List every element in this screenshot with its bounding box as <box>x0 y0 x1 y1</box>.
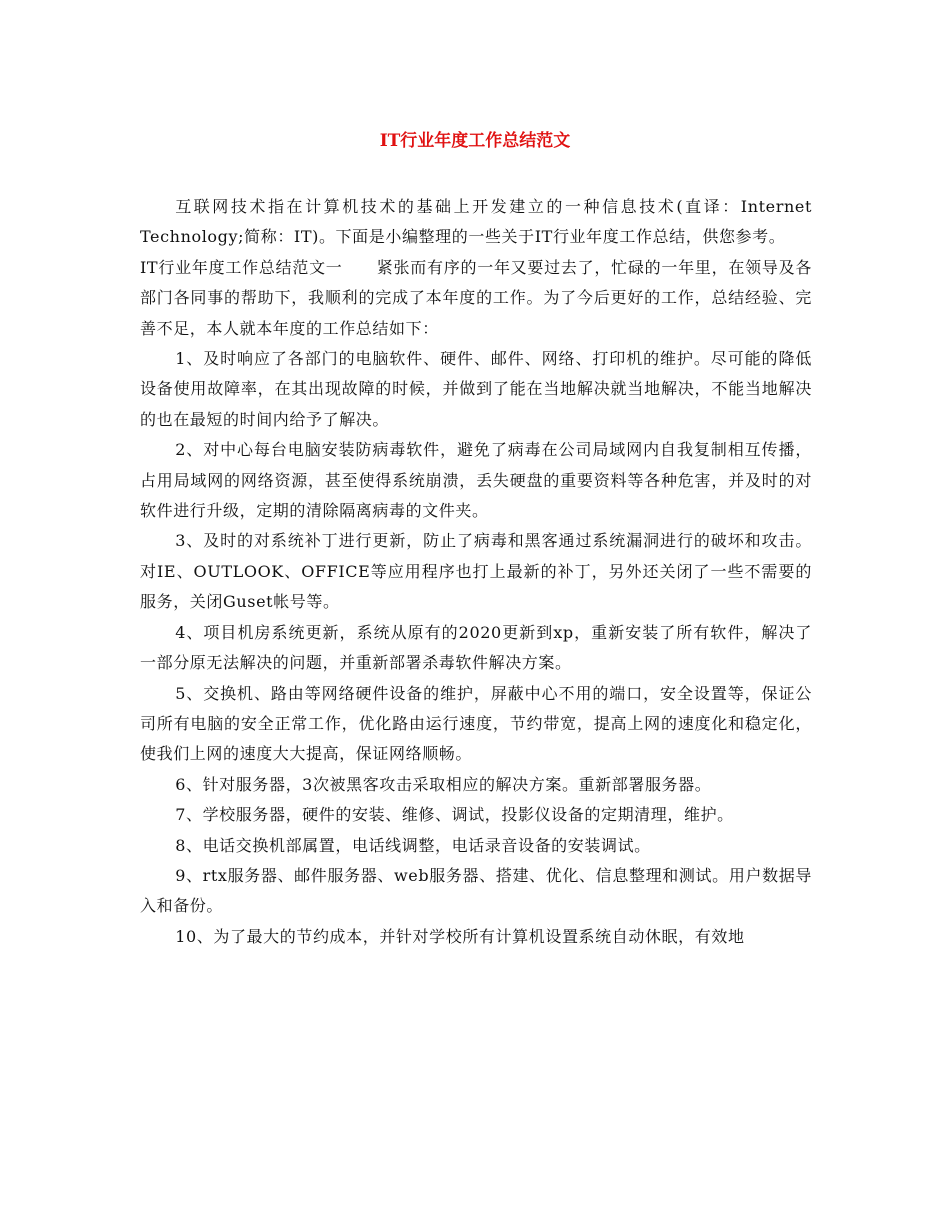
list-item: 7、学校服务器，硬件的安装、维修、调试，投影仪设备的定期清理，维护。 <box>175 805 734 825</box>
list-item: 3、及时的对系统补丁进行更新，防止了病毒和黑客通过系统漏洞进行的破坏和攻击。对IE、OUTLOOK、OFFICE等应用程序也打上最新的补丁，另外还关闭了一些不需要的服务，关闭Guset帐号等。 <box>140 531 812 612</box>
section-paragraph <box>140 253 812 344</box>
list-item: 10、为了最大的节约成本，并针对学校所有计算机设置系统自动休眠，有效地 <box>175 926 745 946</box>
list-item: 2、对中心每台电脑安装防病毒软件，避免了病毒在公司局域网内自我复制相互传播，占用局域网的网络资源，甚至使得系统崩溃，丢失硬盘的重要资料等各种危害，并及时的对软件进行升级，定期的清除隔离病毒的文件夹。 <box>140 440 812 521</box>
section-heading: IT行业年度工作总结范文一 <box>140 257 343 277</box>
list-item: 9、rtx服务器、邮件服务器、web服务器、搭建、优化、信息整理和测试。用户数据导入和备份。 <box>140 865 812 916</box>
document-body <box>140 192 812 952</box>
document-title: IT行业年度工作总结范文 <box>379 131 571 151</box>
list-item: 4、项目机房系统更新，系统从原有的2020更新到xp，重新安装了所有软件，解决了一部分原无法解决的问题，并重新部署杀毒软件解决方案。 <box>140 622 812 673</box>
list-item: 8、电话交换机部属置，电话线调整，电话录音设备的安装调试。 <box>175 835 651 855</box>
intro-paragraph: 互联网技术指在计算机技术的基础上开发建立的一种信息技术(直译：Internet Technology;简称：IT)。下面是小编整理的一些关于IT行业年度工作总结，供您参考。 <box>140 197 812 247</box>
list-item: 5、交换机、路由等网络硬件设备的维护，屏蔽中心不用的端口，安全设置等，保证公司所有电脑的安全正常工作，优化路由运行速度，节约带宽，提高上网的速度化和稳定化，使我们上网的速度大大提高，保证网络顺畅。 <box>140 683 812 764</box>
list-item: 6、针对服务器，3次被黑客攻击采取相应的解决方案。重新部署服务器。 <box>175 774 712 794</box>
list-item: 1、及时响应了各部门的电脑软件、硬件、邮件、网络、打印机的维护。尽可能的降低设备使用故障率，在其出现故障的时候，并做到了能在当地解决就当地解决，不能当地解决的也在最短的时间内给予了解决。 <box>140 349 812 429</box>
section-lead: 紧张而有序的一年又要过去了，忙碌的一年里，在领导及各部门各同事的帮助下，我顺利的完成了本年度的工作。为了今后更好的工作，总结经验、完善不足，本人就本年度的工作总结如下： <box>140 257 812 338</box>
